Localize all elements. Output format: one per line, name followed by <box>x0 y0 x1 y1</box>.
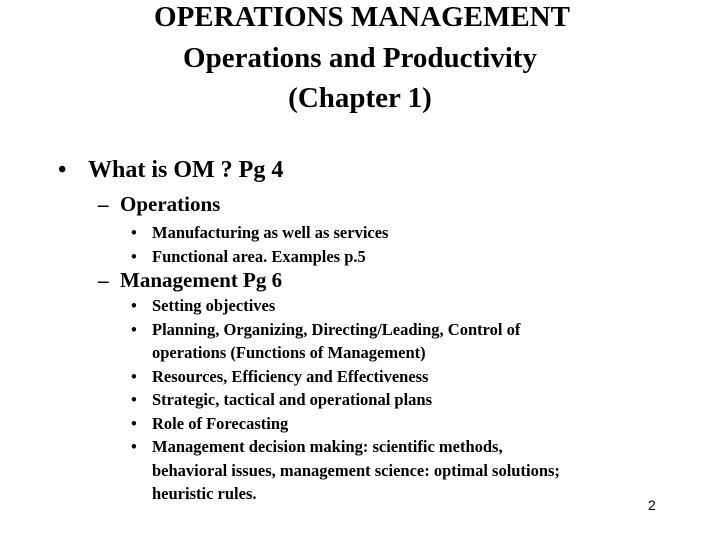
list-item-line: Strategic, tactical and operational plans <box>152 390 433 409</box>
dash-icon: – <box>98 268 109 292</box>
main-bullet-text: What is OM ? Pg 4 <box>88 157 284 183</box>
list-item <box>131 365 560 389</box>
list-item-line: Resources, Efficiency and Effectiveness <box>152 366 429 386</box>
dash-icon: – <box>98 192 109 216</box>
slide-subtitle: Operations and Productivity <box>183 42 537 74</box>
list-item <box>131 412 560 436</box>
list-item-line: operations (Functions of Management) <box>152 343 426 362</box>
operations-heading-text: Operations <box>120 192 221 216</box>
operations-list <box>131 221 388 268</box>
list-item <box>131 435 560 506</box>
list-item-line: heuristic rules. <box>152 484 257 503</box>
list-item-line: behavioral issues, management science: optimal solutions; <box>152 460 560 480</box>
list-item <box>131 388 560 412</box>
main-bullet <box>58 157 283 184</box>
list-item <box>131 294 560 318</box>
list-item <box>131 318 560 365</box>
list-item-line: Role of Forecasting <box>152 413 289 433</box>
management-heading <box>98 268 282 293</box>
list-item: • Functional area. Examples p.5 <box>131 245 388 269</box>
list-item-line: Setting objectives <box>152 296 276 315</box>
operations-heading <box>98 192 220 217</box>
list-item-line: Planning, Organizing, Directing/Leading, Control of <box>152 319 521 339</box>
chapter-label: (Chapter 1) <box>288 82 432 114</box>
slide-title: OPERATIONS MANAGEMENT <box>154 1 570 33</box>
list-item: • Manufacturing as well as services <box>131 221 388 245</box>
management-heading-text: Management Pg 6 <box>120 268 283 292</box>
bullet-icon: • <box>58 157 67 183</box>
page-number: 2 <box>648 497 656 513</box>
list-item-line: Management decision making: scientific methods, <box>152 437 503 456</box>
management-list <box>131 294 560 506</box>
